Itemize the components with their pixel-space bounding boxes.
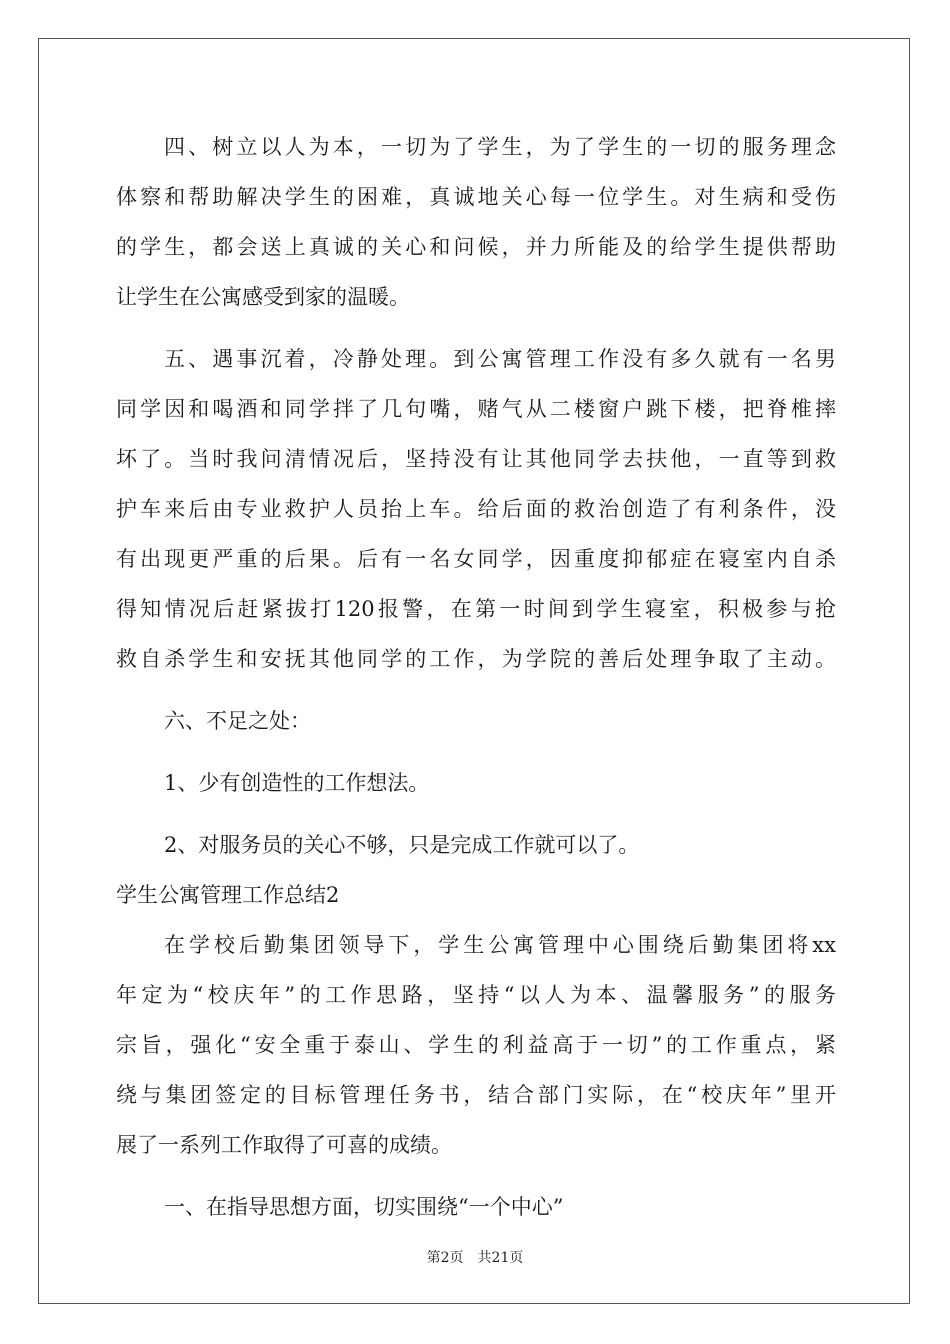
text-line: 展了一系列工作取得了可喜的成绩。: [116, 1133, 452, 1157]
text-line: 在学校后勤集团领导下，学生公寓管理中心围绕后勤集团将xx: [164, 933, 836, 957]
text-line: 绕与集团签定的目标管理任务书，结合部门实际，在“校庆年”里开: [116, 1083, 836, 1107]
text-line: 救自杀学生和安抚其他同学的工作，为学院的善后处理争取了主动。: [116, 647, 836, 671]
section-heading-guiding-thought: 一、在指导思想方面，切实围绕“一个中心”: [164, 1195, 564, 1219]
text-line: 五、遇事沉着，冷静处理。到公寓管理工作没有多久就有一名男: [164, 347, 836, 371]
page-number: 第2页 共21页: [426, 1250, 524, 1266]
list-item: 1、少有创造性的工作想法。: [164, 771, 430, 795]
text-line: 宗旨，强化“安全重于泰山、学生的利益高于一切”的工作重点，紧: [116, 1033, 836, 1057]
text-line: 同学因和喝酒和同学拌了几句嘴，赌气从二楼窗户跳下楼，把脊椎摔: [116, 397, 836, 421]
text-line: 体察和帮助解决学生的困难，真诚地关心每一位学生。对生病和受伤: [116, 185, 836, 209]
document-body: [116, 122, 836, 1232]
paragraph-five: [116, 334, 836, 684]
paragraph-four: [116, 122, 836, 322]
text-line: 得知情况后赶紧拔打120报警，在第一时间到学生寝室，积极参与抢: [116, 597, 836, 621]
text-line: 护车来后由专业救护人员抬上车。给后面的救治创造了有利条件，没: [116, 497, 836, 521]
section-title: 学生公寓管理工作总结2: [116, 883, 340, 907]
text-line: 坏了。当时我问清情况后，坚持没有让其他同学去扶他，一直等到救: [116, 447, 836, 471]
text-line: 的学生，都会送上真诚的关心和问候，并力所能及的给学生提供帮助: [116, 235, 836, 259]
section-heading-shortcomings: 六、不足之处：: [164, 709, 311, 733]
text-line: 有出现更严重的后果。后有一名女同学，因重度抑郁症在寝室内自杀: [116, 547, 836, 571]
list-item: 2、对服务员的关心不够，只是完成工作就可以了。: [164, 833, 640, 857]
paragraph-intro: [116, 920, 836, 1170]
text-line: 年定为“校庆年”的工作思路，坚持“以人为本、温馨服务”的服务: [116, 983, 836, 1007]
text-line: 让学生在公寓感受到家的温暖。: [116, 285, 410, 309]
text-line: 四、树立以人为本，一切为了学生，为了学生的一切的服务理念: [164, 135, 836, 159]
